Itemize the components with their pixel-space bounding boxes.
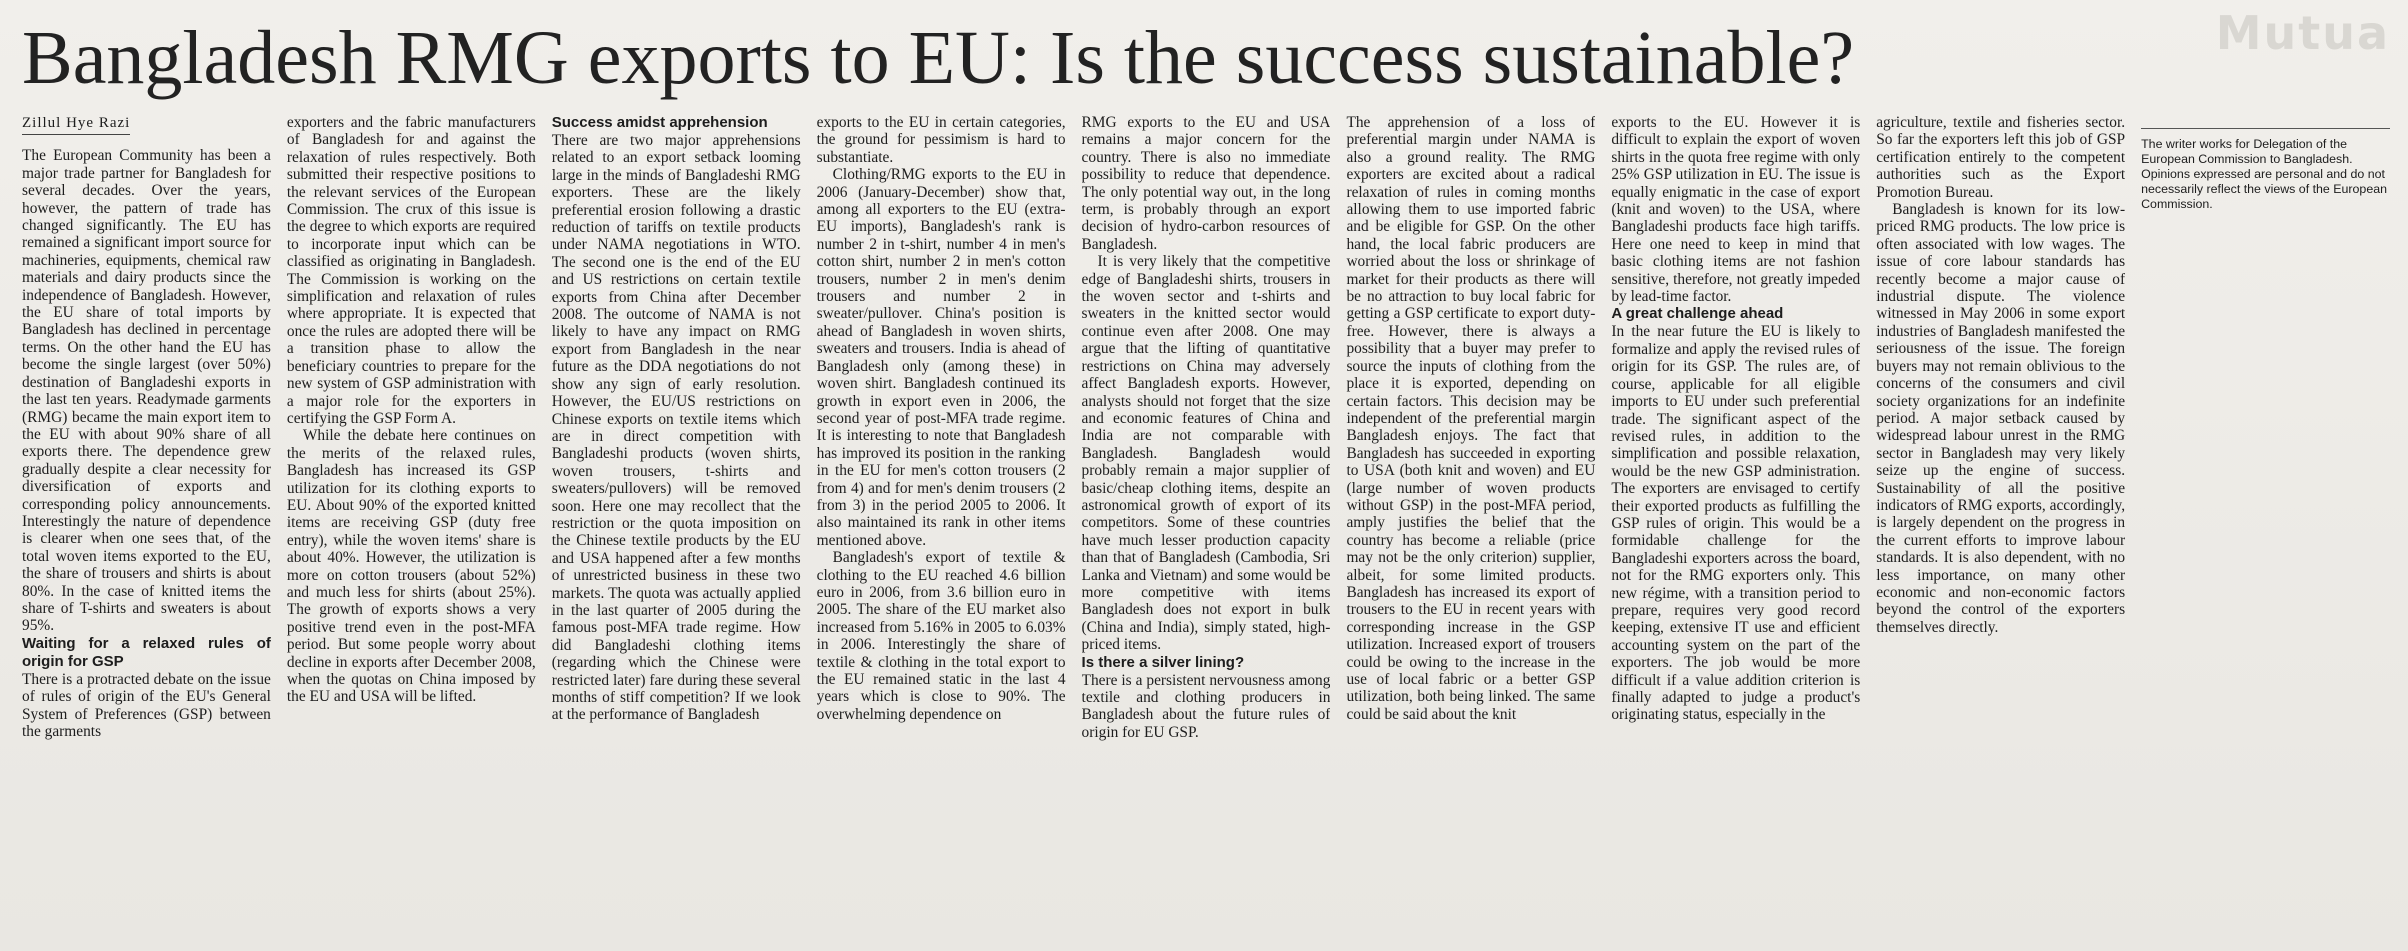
- article-column-5: [1082, 114, 1331, 940]
- article-column-1: [22, 114, 271, 940]
- article-headline: Bangladesh RMG exports to EU: Is the success sustainable?: [22, 16, 1855, 100]
- paragraph: There are two major apprehensions related to an export setback looming large in the minds of Bangladeshi RMG exporters. These are the likely preferential erosion following a drastic reduction of tariffs on textile products under NAMA negotiations in WTO. The second one is the end of the EU and US restrictions on certain textile exports from China after December 2008. The outcome of NAMA is not likely to have any impact on RMG export from Bangladesh in the near future as the DDA negotiations do not show any sign of early resolution. However, the EU/US restrictions on Chinese exports on textile items which are in direct competition with Bangladeshi products (woven shirts, woven trousers, t-shirts and sweaters/pullovers) will be removed soon. Here one may recollect that the restriction or the quota imposition on the Chinese textile products by the EU and USA happened after a few months of unrestricted business in these two markets. The quota was actually applied in the last quarter of 2005 during the famous post-MFA trade regime. How did Bangladeshi clothing items (regarding which the Chinese were restricted later) fare during these several months of stiff competition? If we look at the performance of Bangladesh: [551, 132, 801, 724]
- section-subhead: A great challenge ahead: [1611, 305, 1784, 323]
- article-columns: [22, 114, 2390, 940]
- paragraph: RMG exports to the EU and USA remains a major concern for the country. There is also no immediate possibility to reduce that dependence. The only potential way out, in the long term, is probably through an export decision of hydro-carbon resources of Bangladesh.: [1081, 114, 1331, 253]
- author-note: The writer works for Delegation of the European Commission to Bangladesh. Opinions expressed are personal and do not necessarily reflect the views of the European Commission.: [2141, 128, 2390, 212]
- paragraph: Bangladesh's export of textile & clothing to the EU reached 4.6 billion euro in 2006, from 3.6 billion euro in 2005. The share of the EU market also increased from 5.16% in 2005 to 6.03% in 2006. Interestingly the share of textile & clothing in the total export to the EU remained static in the last 4 years which is close to 90%. The overwhelming dependence on: [816, 549, 1066, 723]
- section-subhead: Success amidst apprehension: [551, 114, 768, 131]
- column-4-body: [817, 114, 1066, 723]
- paragraph: The apprehension of a loss of preferential margin under NAMA is also a ground reality. The RMG exporters are excited about a radical relaxation of rules in coming months allowing them to use imported fabric and be eligible for GSP. On the other hand, the local fabric producers are worried about the loss or shrinkage of market for their products as there will be no attraction to buy local fabric for getting a GSP certificate to export duty-free. However, there is always a possibility that a buyer may prefer to source the inputs of clothing from the place it is exported, depending on certain factors. This decision may be independent of the preferential margin Bangladesh enjoys. The fact that Bangladesh has succeeded in exporting to USA (both knit and woven) and EU (large number of woven products without GSP) in the post-MFA period, amply justifies the belief that the country has become a reliable (price may not be the only criterion) supplier, albeit, for some limited products. Bangladesh has increased its export of trousers to the EU in recent years with corresponding increase in the GSP utilization. Increased export of trousers could be owing to the increase in the use of local fabric or a better GSP utilization, both being linked. The same could be said about the knit: [1346, 114, 1596, 723]
- paragraph: exports to the EU. However it is difficult to explain the export of woven shirts in the quota free regime with only 25% GSP utilization in EU. The issue is equally enigmatic in the case of export (knit and woven) to the USA, where Bangladeshi products face high tariffs. Here one need to keep in mind that basic clothing items are not fashion sensitive, therefore, not greatly impeded by lead-time factor.: [1611, 114, 1861, 306]
- paragraph: Bangladesh is known for its low-priced RMG products. The low price is often associated with low wages. The issue of core labour standards has recently become a major cause of industrial dispute. The violence witnessed in May 2006 in some export industries of Bangladesh manifested the seriousness of the issue. The foreign buyers may not remain oblivious to the concerns of the consumers and civil society organizations for an indefinite period. A major setback caused by widespread labour unrest in the RMG sector in Bangladesh may very likely seize up the engine of success. Sustainability of all the positive indicators of RMG exports, accordingly, is largely dependent on the progress in the current efforts to improve labour standards. It is also dependent, with no less importance, on many other economic and non-economic factors beyond the control of the exporters themselves directly.: [1876, 201, 2126, 636]
- article-column-2: [287, 114, 536, 940]
- paragraph: exporters and the fabric manufacturers of Bangladesh for and against the relaxation of rules respectively. Both submitted their respective positions to the relevant services of the European Commission. The crux of this issue is the degree to which exports are required to incorporate input which can be classified as originating in Bangladesh. The Commission is working on the simplification and relaxation of rules where appropriate. It is expected that once the rules are adopted there will be a transition phase to allow the beneficiary countries to prepare for the new system of GSP administration with a major role for the exporters in certifying the GSP Form A.: [286, 114, 536, 427]
- column-7-body: [1611, 114, 1860, 724]
- paragraph: It is very likely that the competitive edge of Bangladeshi shirts, trousers in the woven sector and t-shirts and sweaters in the knitted sector would continue even after 2008. One may argue that the lifting of quantitative restrictions on China may adversely affect Bangladesh exports. However, analysts should not forget that the size and economic features of China and India are not comparable with Bangladesh. Bangladesh would probably remain a major supplier of basic/cheap clothing items, despite an astronomical growth of export of its competitors. Some of these countries have much lesser production capacity than that of Bangladesh (Cambodia, Sri Lanka and Vietnam) and some would be more competitive with items Bangladesh does not export in bulk (China and India), simply stated, high-priced items.: [1081, 253, 1331, 654]
- column-3-body: [552, 114, 801, 724]
- article-column-3: [552, 114, 801, 940]
- paragraph: While the debate here continues on the merits of the relaxed rules, Bangladesh has increased its GSP utilization for its clothing exports to EU. About 90% of the exported knitted items are receiving GSP (duty free entry), while the woven items' share is about 40%. However, the utilization is more on cotton trousers (about 52%) and much less for shirts (about 25%). The growth of exports shows a very positive trend even in the post-MFA period. But some people worry about decline in exports after December 2008, when the quotas on China imposed by the EU and USA will be lifted.: [286, 427, 536, 706]
- column-6-body: [1346, 114, 1595, 723]
- column-2-body: [287, 114, 536, 706]
- paragraph: exports to the EU in certain categories, the ground for pessimism is hard to substantiate.: [816, 114, 1066, 166]
- masthead-fragment: Mutua: [2215, 6, 2390, 60]
- paragraph: In the near future the EU is likely to formalize and apply the revised rules of origin for its GSP. The rules are, of course, applicable for all eligible imports to EU under such preferential trade. The significant aspect of the revised rules, in addition to the simplification and possible relaxation, would be the new GSP administration. The exporters are envisaged to certify their exported products as fulfilling the GSP rules of origin. This would be a formidable challenge for the Bangladeshi exporters across the board, not for the RMG exporters only. This new régime, with a transition period to prepare, requires very good record keeping, extensive IT use and efficient accounting system on the part of the exporters. The job would be more difficult if a value addition criterion is finally adapted to judge a product's originating status, especially in the: [1611, 323, 1861, 724]
- column-5-body: [1082, 114, 1331, 741]
- column-1-body: [22, 147, 271, 740]
- article-column-4: [817, 114, 1066, 940]
- article-column-8: [1876, 114, 2125, 940]
- paragraph: Clothing/RMG exports to the EU in 2006 (January-December) show that, among all exporters to the EU (extra-EU imports), Bangladesh's rank is number 2 in t-shirt, number 4 in men's cotton shirt, number 2 in men's cotton trousers, number 2 in men's denim trousers and number 2 in sweater/pullover. China's position is ahead of Bangladesh in woven shirts, sweaters and trousers. India is ahead of Bangladesh only (among these) in woven shirt. Bangladesh continued its growth in export even in 2006, the second year of post-MFA trade regime. It is interesting to note that Bangladesh has improved its position in the ranking in the EU for men's cotton trousers (2 from 4) and for men's denim trousers (2 from 3) in the period 2005 to 2006. It also maintained its rank in other items mentioned above.: [816, 166, 1066, 549]
- byline: Zillul Hye Razi: [22, 115, 130, 135]
- article-column-9: [2141, 114, 2390, 940]
- paragraph: There is a persistent nervousness among textile and clothing producers in Bangladesh about the future rules of origin for EU GSP.: [1081, 671, 1331, 741]
- paragraph: There is a protracted debate on the issue of rules of origin of the EU's General System of Preferences (GSP) between the garments: [22, 670, 271, 740]
- section-subhead: Waiting for a relaxed rules of origin for GSP: [22, 634, 271, 670]
- column-8-body: [1876, 114, 2125, 636]
- paragraph: The European Community has been a major trade partner for Bangladesh for several decades. Over the years, however, the pattern of trade has changed significantly. The EU has remained a significant import source for machineries, equipments, chemical raw materials and dairy products since the independence of Bangladesh. However, the EU share of total imports by Bangladesh has declined in percentage terms. On the other hand the EU has become the single largest (over 50%) destination of Bangladeshi exports in the last ten years. Readymade garments (RMG) became the main export item to the EU with about 90% share of all exports there. The dependence grew gradually despite a clear necessity for diversification of exports and corresponding policy announcements. Interestingly the nature of dependence is clearer when one sees that, of the total woven items exported to the EU, the share of trousers and shirts is about 80%. In the case of knitted items the share of T-shirts and sweaters is about 95%.: [22, 147, 271, 635]
- section-subhead: Is there a silver lining?: [1081, 653, 1245, 671]
- paragraph: agriculture, textile and fisheries sector. So far the exporters left this job of GSP certification entirely to the competent authorities such as the Export Promotion Bureau.: [1876, 114, 2126, 201]
- article-column-7: [1611, 114, 1860, 940]
- article-column-6: [1346, 114, 1595, 940]
